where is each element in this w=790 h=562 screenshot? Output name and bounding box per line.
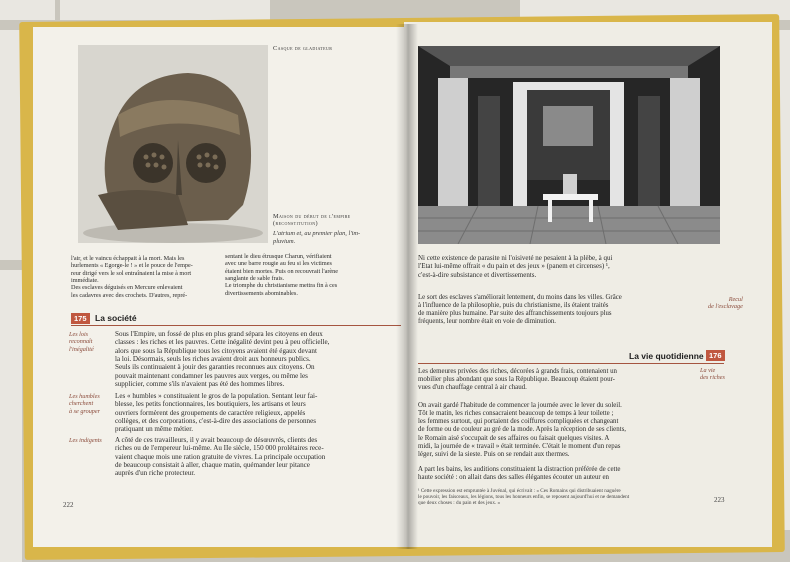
atrium-photo [418,46,720,244]
margin-note-1: Recul de l'esclavage [708,296,743,311]
photo-caption-text: L'atrium et, au premier plan, l'im- pluvium. [273,230,361,245]
right-page [404,22,772,547]
page-number-left: 222 [63,501,74,509]
top-text-col1: l'air, et le vaincu échappait à la mort. Mais les hurlements « Egorge-le ! » et le pouce de l'empe- reur dirigé vers le sol entraînaient la mise à mort immédiate. Des esclaves déguisés en Mercure enlevaient les cadavres avec des crochets. D'autres, repré- [71,255,193,299]
paragraph-1: Le sort des esclaves s'améliorait lentement, du moins dans les villes. Grâce à l'influence de la philosophie, puis du christianisme, ils étaient traités de manière plus humaine. Par suite des affranchissements toujours plus fréquents, leur nombre était en voie de diminution. [418,294,622,326]
page-number-right: 223 [714,496,725,504]
margin-note-2: La vie des riches [700,367,725,382]
background-tile [60,0,270,20]
background-tile [0,270,22,562]
paragraph-3: A côté de ces travailleurs, il y avait beaucoup de désœuvrés, clients des riches ou de l'empereur lui-même. Au IIe siècle, 150 000 prolétaires rece- vaient chaque mois une ration gratuite de vivres. La principale occupation de beaucoup consistait à aller, chaque matin, quémander leur pitance auprès d'un riche protecteur. [115,436,326,478]
margin-note-2: Les humbles cherchent à se grouper [69,393,101,415]
paragraph-2: Les demeures privées des riches, décorées à grands frais, contenaient un mobilier plus abondant que sous la République. Beaucoup étaient pour- vues d'un chauffage central à air chaud. [418,368,617,392]
top-text: Ni cette existence de parasite ni l'oisiveté ne pesaient à la plèbe, à qui l'Etat lui-même offrait « du pain et des jeux » (panem et circenses) ¹, c'est-à-dire subsistance et divertissements. [418,254,613,279]
paragraph-3: On avait gardé l'habitude de commencer la journée avec le lever du soleil. Tôt le matin, les riches consacraient beaucoup de temps à leur toilette ; les femmes surtout, qui portaient des coiffures compliquées et changeant de forme ou de couleur au gré de la mode. Après la réception de ses clients, le Romain aisé s'occupait de ses affaires ou faisait quelques visites. A midi, la journée de « travail » était terminée. C'était le moment d'un repas léger, suivi de la sieste. Puis on se rendait aux thermes. [418,402,626,458]
paragraph-2: Les « humbles » constituaient le gros de la population. Sentant leur fai- blesse, les petits fonctionnaires, les boutiquiers, les artisans et leurs ouvriers formèrent des groupements de caractère religieux, appelés collèges, et des corporations, c'est-à-dire des associations de personnes pratiquant un même métier. [115,392,318,434]
paragraph-4: A part les bains, les auditions constituaient la distraction préférée de cette haute société : on allait dans des salles élégantes écouter un auteur en [418,466,621,482]
section-number-badge: 176 [706,350,725,361]
helmet-illustration [78,45,268,243]
background-tile [0,0,55,20]
helmet-photo [78,45,268,243]
left-page [33,27,405,547]
photo-caption-title: Maison du début de l'empire (reconstitution) [273,213,351,228]
margin-note-1: Les lois reconnaît l'inégalité [69,331,94,353]
atrium-illustration [418,46,720,244]
section-title: La vie quotidienne [629,351,704,361]
section-rule [418,363,724,364]
margin-note-3: Les indigents [69,437,102,444]
top-text-col2: sentant le dieu étrusque Charun, vérifiaient avec une barre rougie au feu si les victimes étaient bien mortes. Puis on recouvrait l'arène sanglante de sable frais. Le triomphe du christianisme mettra fin à ces divertissements abominables. [225,253,338,297]
section-number-badge: 175 [71,313,90,324]
photo-title: Casque de gladiateur [273,45,333,52]
section-rule [71,325,401,326]
section-title: La société [95,313,137,323]
paragraph-1: Sous l'Empire, un fossé de plus en plus grand sépara les citoyens en deux classes : les riches et les pauvres. Cette inégalité devint peu à peu officielle, alors que sous la République tous les citoyens avaient été égaux devant la loi. Désormais, seuls les riches avaient droit aux honneurs publics. Seuls ils continuaient à jouir des garanties reconnues aux citoyens. On pouvait maintenant condamner les pauvres aux verges, ou même les supplicier, comme s'ils n'avaient pas été des hommes libres. [115,330,330,389]
book-gutter [396,24,418,549]
footnote: ¹ Cette expression est empruntée à Juvénal, qui écrivait : « Ces Romains qui distribuaient naguère le pouvoir, les faisceaux, les légions, tous les honneurs enfin, se reposent aujourd'hui et ne demandent que deux choses : du pain et des jeux. » [418,488,630,507]
